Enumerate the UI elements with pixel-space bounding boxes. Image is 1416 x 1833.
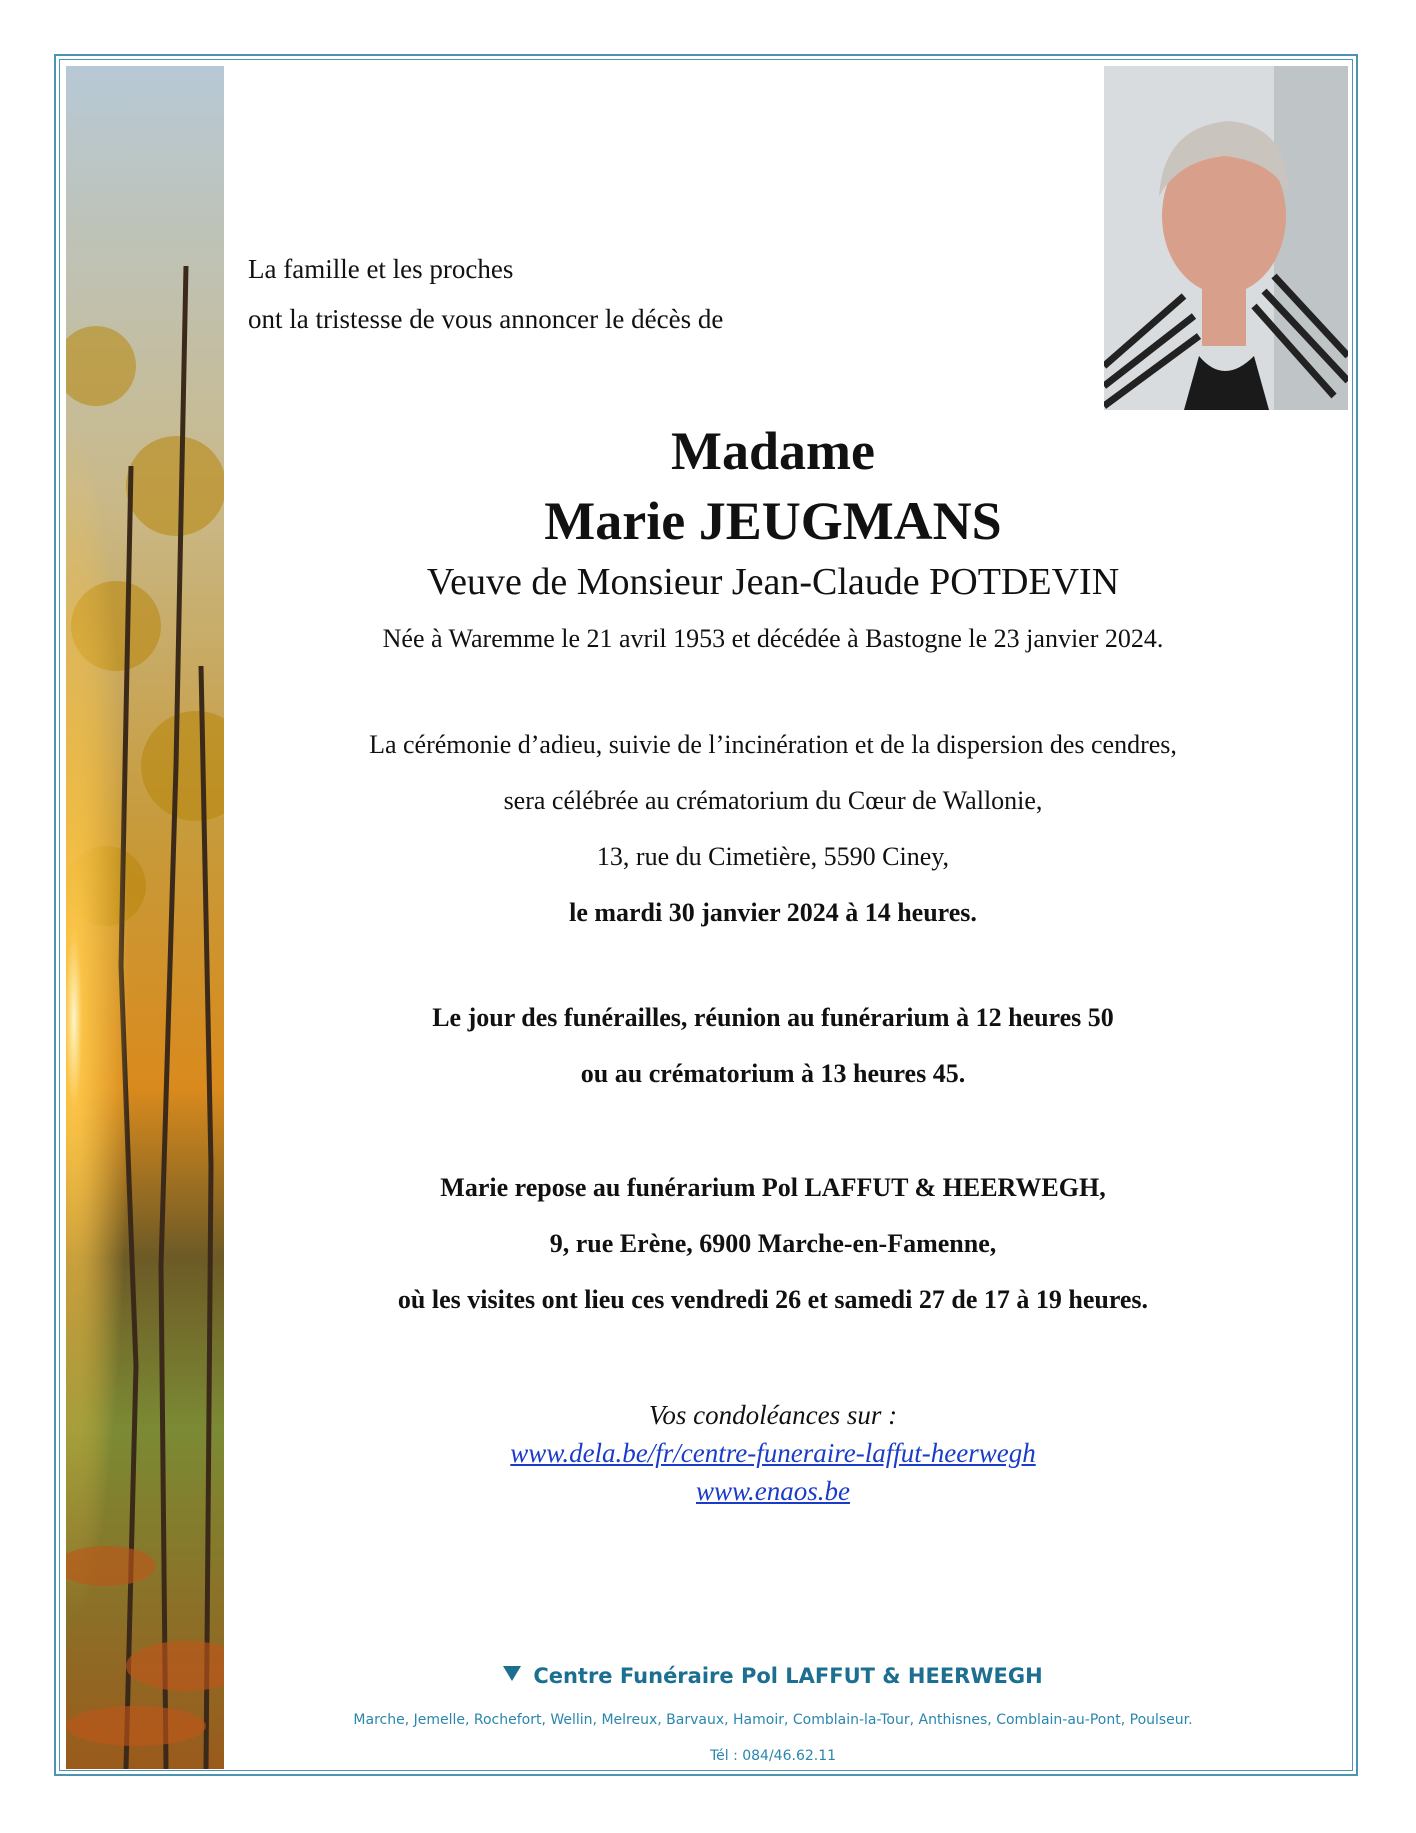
meeting-line-1: Le jour des funérailles, réunion au funérarium à 12 heures 50 xyxy=(432,1003,1114,1032)
condolences-label: Vos condoléances sur : xyxy=(648,1400,898,1430)
deceased-name: Marie JEUGMANS xyxy=(544,491,1002,551)
intro-line-1: La famille et les proches xyxy=(248,254,514,284)
autumn-forest-image xyxy=(66,66,224,1769)
ceremony-line-1: La cérémonie d’adieu, suivie de l’incinération et de la dispersion des cendres, xyxy=(369,730,1177,759)
funeral-home-name xyxy=(248,1664,1298,1688)
ceremony-block xyxy=(248,717,1298,941)
deceased-title: Madame xyxy=(671,421,875,481)
condolences-link-dela[interactable]: www.dela.be/fr/centre-funeraire-laffut-heerwegh xyxy=(510,1438,1036,1468)
funeral-home-locations: Marche, Jemelle, Rochefort, Wellin, Melreux, Barvaux, Hamoir, Comblain-la-Tour, Anthisnes, Comblain-au-Pont, Poulseur. xyxy=(353,1712,1193,1728)
funeral-home-title: Centre Funéraire Pol LAFFUT & HEERWEGH xyxy=(533,1664,1043,1688)
condolences-link-enaos[interactable]: www.enaos.be xyxy=(696,1476,850,1506)
triangle-down-icon xyxy=(503,1666,521,1681)
ceremony-line-3: 13, rue du Cimetière, 5590 Ciney, xyxy=(596,842,950,871)
repose-line-3: où les visites ont lieu ces vendredi 26 et samedi 27 de 17 à 19 heures. xyxy=(397,1285,1149,1314)
meeting-block xyxy=(248,990,1298,1102)
repose-block xyxy=(248,1160,1298,1328)
repose-line-2: 9, rue Erène, 6900 Marche-en-Famenne, xyxy=(549,1229,997,1258)
condolences-block xyxy=(248,1396,1298,1510)
intro-line-2: ont la tristesse de vous annoncer le décès de xyxy=(248,304,724,334)
spouse-line: Veuve de Monsieur Jean-Claude POTDEVIN xyxy=(426,561,1120,603)
ceremony-line-2: sera célébrée au crématorium du Cœur de Wallonie, xyxy=(503,786,1043,815)
ceremony-date: le mardi 30 janvier 2024 à 14 heures. xyxy=(569,898,977,927)
portrait-photo xyxy=(1104,66,1348,410)
repose-line-1: Marie repose au funérarium Pol LAFFUT & HEERWEGH, xyxy=(440,1173,1106,1202)
funeral-home-phone: Tél : 084/46.62.11 xyxy=(709,1748,837,1764)
birth-death-line: Née à Waremme le 21 avril 1953 et décédée à Bastogne le 23 janvier 2024. xyxy=(382,624,1164,653)
meeting-line-2: ou au crématorium à 13 heures 45. xyxy=(580,1059,966,1088)
intro-text xyxy=(248,244,723,344)
